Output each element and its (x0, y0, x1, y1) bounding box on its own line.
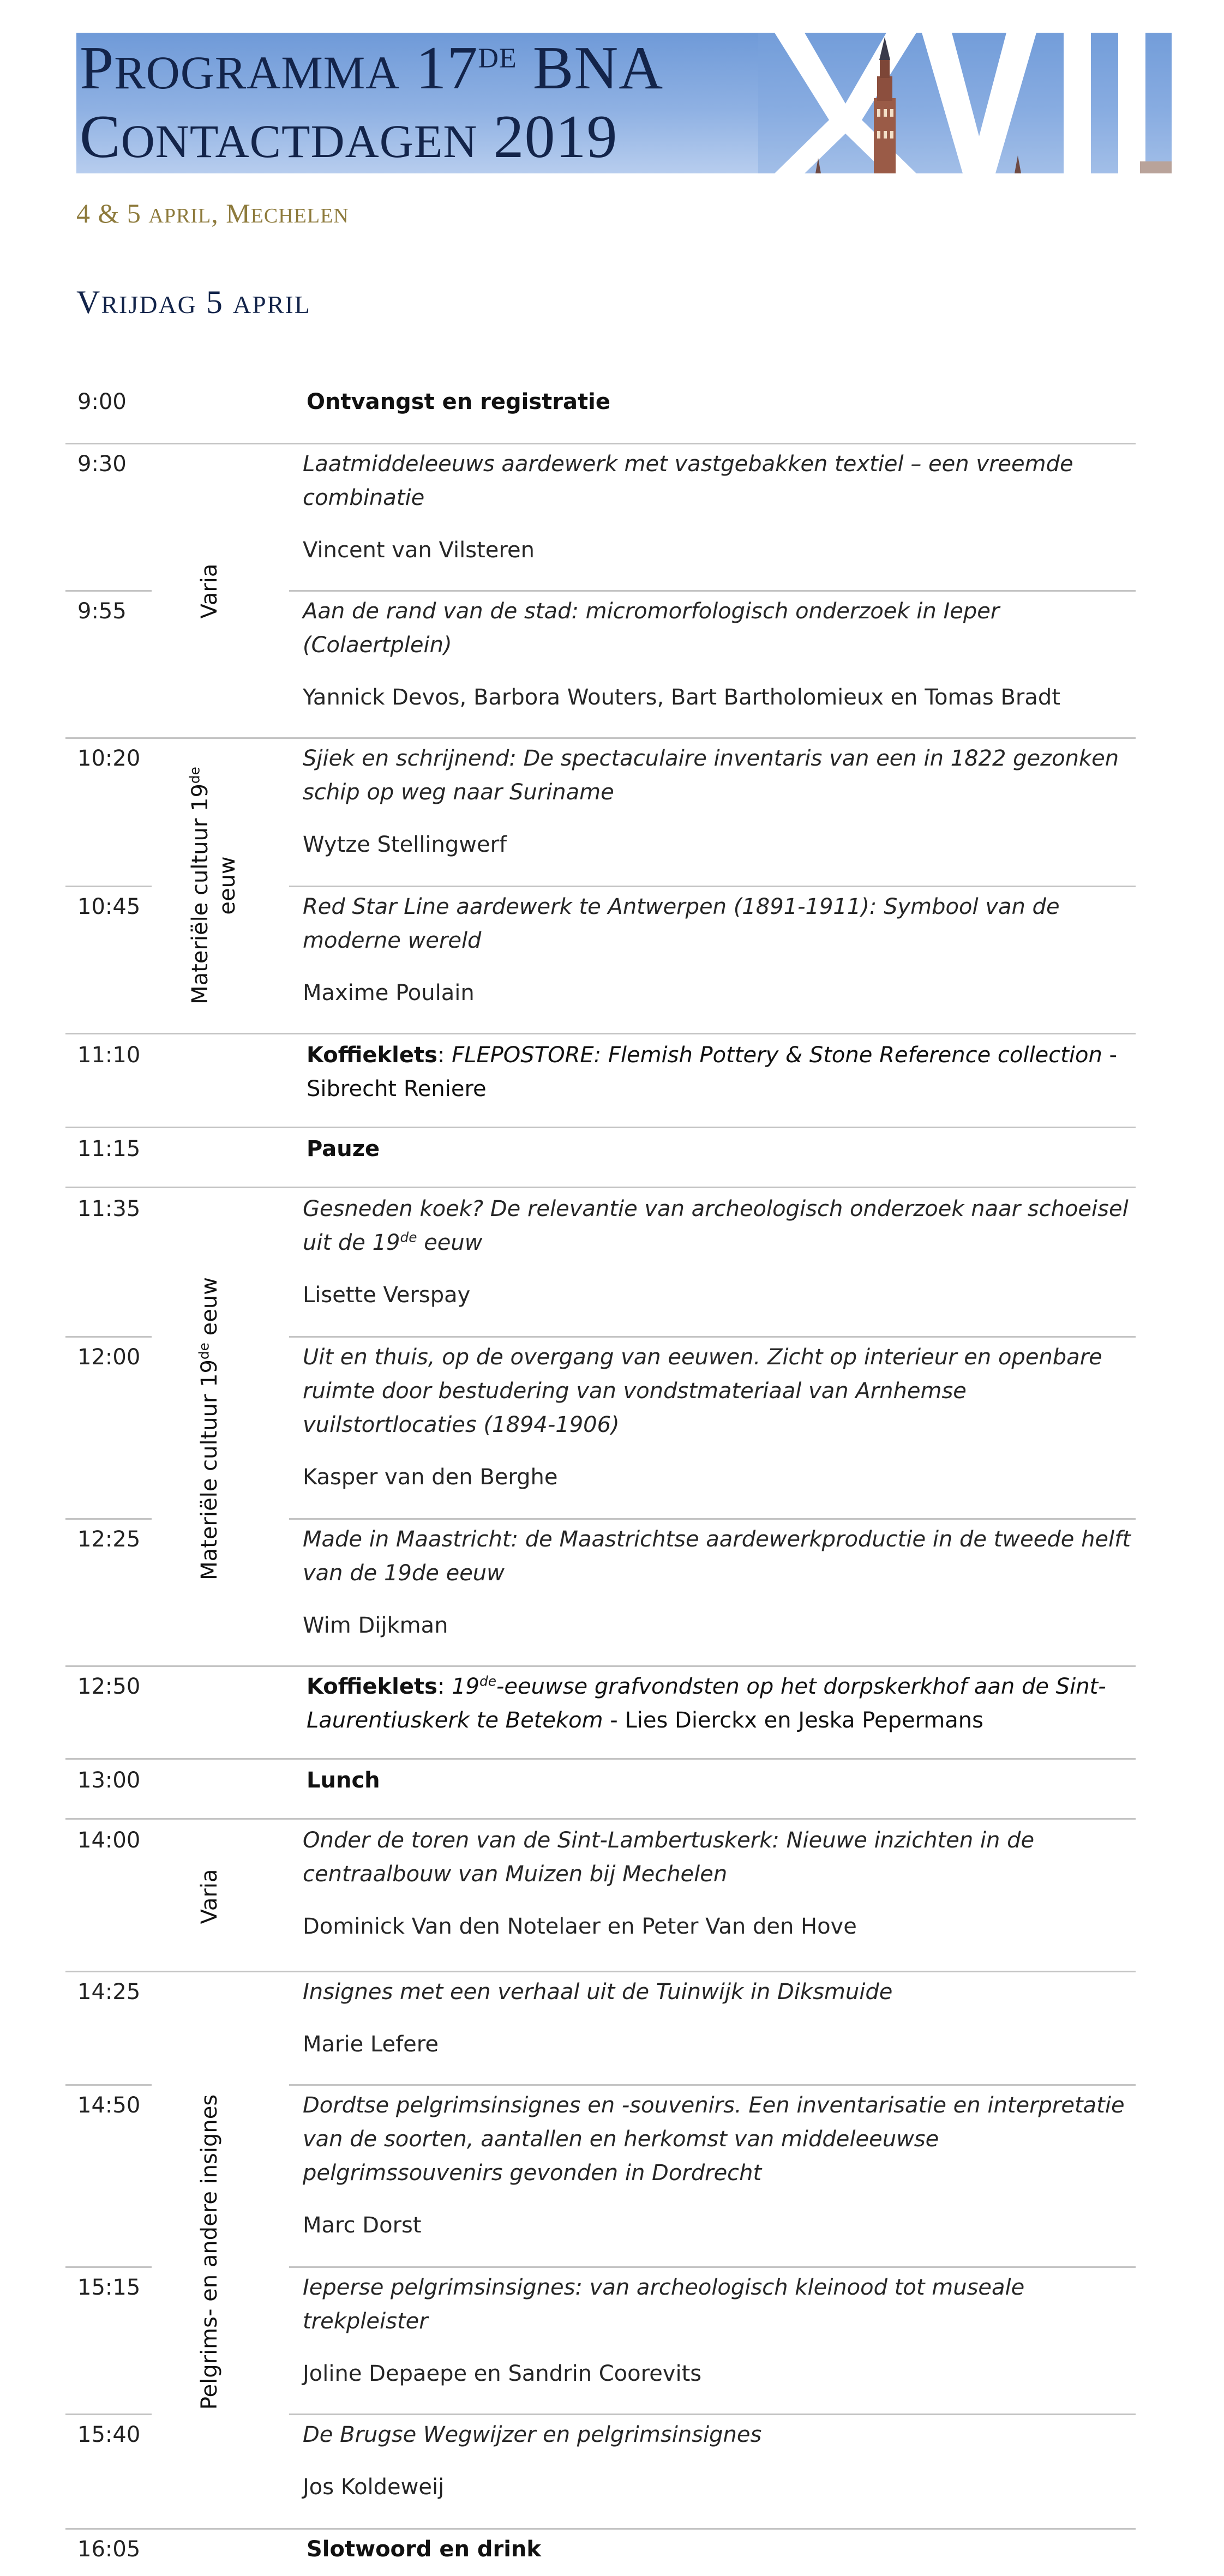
talk-title: Dordtse pelgrimsinsignes en -souvenirs. Een inventarisatie en interpretatie van de soorten, aantallen en herkomst van middeleeuwse pelgrimssouvenirs gevonden in Dordrecht (303, 2093, 1125, 2186)
row-divider (65, 443, 1136, 444)
day-initial: V (76, 284, 101, 320)
talk-speaker: - Sibrecht Reniere (307, 1043, 1117, 1102)
row-divider (289, 2266, 1136, 2268)
talk (303, 2418, 1137, 2504)
item-label: Lunch (307, 1768, 380, 1793)
row-divider (65, 1758, 1136, 1760)
talk-title (303, 1192, 1137, 1260)
session-label-text: Materiële cultuur 19 (188, 784, 213, 1004)
day-number: 5 (196, 284, 233, 320)
row-divider (65, 1127, 1136, 1128)
time-slot: 9:30 (77, 452, 127, 477)
row-divider (65, 1033, 1136, 1034)
event-month: APRIL (148, 204, 212, 227)
time-slot: 15:15 (77, 2275, 141, 2300)
time-slot: 16:05 (77, 2537, 141, 2562)
item-label: Slotwoord en drink (307, 2537, 541, 2562)
talk (303, 594, 1137, 714)
title-number: 17 (416, 34, 478, 102)
talk (303, 2271, 1137, 2391)
title-word: ROGRAMMA (114, 46, 400, 99)
schedule-item (307, 1670, 1141, 1737)
talk-title-text: Gesneden koek? De relevantie van archeologisch onderzoek naar schoeisel uit de 19 (303, 1196, 1129, 1255)
talk-title: Made in Maastricht: de Maastrichtse aardewerkproductie in de tweede helft van de 19de eeuw (303, 1527, 1131, 1586)
ordinal-suffix: de (479, 1673, 496, 1689)
time-slot: 9:55 (77, 599, 127, 624)
item-label: Pauze (307, 1136, 380, 1161)
time-slot: 11:15 (77, 1136, 141, 1161)
talk (303, 1340, 1137, 1494)
schedule-item (307, 1764, 1141, 1797)
separator: , (211, 198, 226, 228)
talk-speaker: Wim Dijkman (303, 1613, 448, 1638)
talk-title: Uit en thuis, op de overgang van eeuwen. Zicht op interieur en openbare ruimte door bestudering van vondstmateriaal van Arnhemse vuilstortlocaties (1894-1906) (303, 1345, 1102, 1437)
time-slot: 12:50 (77, 1674, 141, 1699)
talk-speaker: Jos Koldeweij (303, 2475, 445, 2500)
row-divider (65, 1187, 1136, 1188)
row-divider (289, 2414, 1136, 2415)
event-dates: 4 & 5 (76, 198, 149, 228)
title-bna: BNA (517, 34, 664, 102)
time-slot: 11:35 (77, 1196, 141, 1221)
ordinal-suffix: de (400, 1229, 417, 1245)
talk-speaker: Marc Dorst (303, 2213, 422, 2238)
session-label-material-culture (196, 1277, 223, 1580)
talk-speaker: Vincent van Vilsteren (303, 538, 535, 563)
talk-speaker: Maxime Poulain (303, 980, 475, 1006)
ordinal-suffix: de (187, 767, 203, 784)
ordinal-suffix: de (196, 1343, 212, 1360)
talk-title: De Brugse Wegwijzer en pelgrimsinsignes (303, 2422, 762, 2447)
row-divider (65, 886, 152, 887)
time-slot: 10:45 (77, 894, 141, 919)
time-slot: 14:50 (77, 2093, 141, 2118)
time-slot: 9:00 (77, 389, 127, 414)
row-divider (289, 1518, 1136, 1520)
title-year: 2019 (477, 103, 618, 171)
row-divider (65, 1818, 1136, 1820)
item-label: Ontvangst en registratie (307, 389, 610, 414)
separator: : (437, 1674, 452, 1699)
session-label-material-culture (187, 767, 241, 1004)
title-initial: C (80, 103, 121, 171)
row-divider (65, 1336, 152, 1338)
row-divider (65, 1518, 152, 1520)
row-divider (65, 2266, 152, 2268)
talk (303, 742, 1137, 862)
time-slot: 13:00 (77, 1768, 141, 1793)
time-slot: 12:00 (77, 1345, 141, 1370)
time-slot: 14:25 (77, 1979, 141, 2005)
row-divider (65, 2414, 152, 2415)
coffee-chat-label: Koffieklets (307, 1674, 437, 1699)
talk-speaker: Lisette Verspay (303, 1283, 471, 1308)
talk (303, 2089, 1137, 2242)
talk-title-text: eeuw (417, 1230, 483, 1255)
talk-speaker: Yannick Devos, Barbora Wouters, Bart Bartholomieux en Tomas Bradt (303, 685, 1060, 710)
session-label-pilgrim-badges (196, 2094, 223, 2410)
talk-title: Laatmiddeleeuws aardewerk met vastgebakken textiel – een vreemde combinatie (303, 452, 1073, 510)
time-slot: 14:00 (77, 1828, 141, 1853)
talk-speaker: Marie Lefere (303, 2032, 439, 2057)
row-divider (289, 1336, 1136, 1338)
separator: : (437, 1043, 452, 1068)
schedule-item (307, 2532, 1141, 2566)
talk-title: Onder de toren van de Sint-Lambertuskerk: Nieuwe inzichten in de centraalbouw van Muizen bij Mechelen (303, 1828, 1035, 1887)
title-word: ONTACTDAGEN (121, 115, 478, 167)
talk (303, 890, 1137, 1010)
talk-title: Ieperse pelgrimsinsignes: van archeologisch kleinood tot museale trekpleister (303, 2275, 1025, 2334)
time-slot: 11:10 (77, 1043, 141, 1068)
time-slot: 12:25 (77, 1527, 141, 1552)
talk-title: Red Star Line aardewerk te Antwerpen (1891-1911): Symbool van de moderne wereld (303, 894, 1060, 953)
title-ordinal: DE (478, 43, 517, 74)
session-label-text: Varia (197, 1869, 222, 1924)
time-slot: 10:20 (77, 746, 141, 771)
time-slot: 15:40 (77, 2422, 141, 2447)
row-divider (65, 737, 1136, 739)
session-label-varia (196, 564, 223, 619)
talk-title: FLEPOSTORE: Flemish Pottery & Stone Reference collection (452, 1043, 1102, 1068)
row-divider (289, 590, 1136, 592)
row-divider (65, 2528, 1136, 2530)
row-divider (65, 2084, 152, 2086)
talk (303, 1975, 1137, 2061)
location-name: ECHELEN (250, 204, 349, 227)
session-label-varia (196, 1869, 223, 1924)
talk-title: Aan de rand van de stad: micromorfologisch onderzoek in Ieper (Colaertplein) (303, 599, 1000, 658)
talk-speaker: Dominick Van den Notelaer en Peter Van den Hove (303, 1914, 857, 1939)
talk-title-text: 19 (452, 1674, 479, 1699)
talk-title: Insignes met een verhaal uit de Tuinwijk in Diksmuide (303, 1979, 893, 2005)
row-divider (289, 2084, 1136, 2086)
talk-speaker: - Lies Dierckx en Jeska Pepermans (603, 1708, 983, 1733)
location-initial: M (226, 198, 251, 228)
talk-title: Sjiek en schrijnend: De spectaculaire inventaris van een in 1822 gezonken schip op weg naar Suriname (303, 746, 1119, 805)
session-label-text: eeuw (197, 1277, 222, 1343)
schedule-item (307, 385, 1141, 419)
title-initial: P (80, 34, 115, 102)
talk (303, 1192, 1137, 1312)
talk-speaker: Wytze Stellingwerf (303, 832, 507, 857)
session-label-text: eeuw (215, 856, 240, 915)
day-month: APRIL (232, 291, 311, 318)
talk (303, 447, 1137, 567)
day-name: RIJDAG (101, 291, 197, 318)
session-label-text: Varia (197, 563, 222, 619)
session-label-text: Materiële cultuur 19 (197, 1359, 222, 1580)
talk-title-text: -eeuwse grafvondsten op het dorpskerkhof aan de Sint-Laurentiuskerk te Betekom (307, 1674, 1106, 1733)
row-divider (65, 590, 152, 592)
coffee-chat-label: Koffieklets (307, 1043, 437, 1068)
row-divider (65, 1971, 1136, 1972)
talk-speaker: Joline Depaepe en Sandrin Coorevits (303, 2361, 702, 2386)
schedule-item (307, 1038, 1141, 1106)
row-divider (289, 886, 1136, 887)
schedule-item (307, 1132, 1141, 1166)
talk (303, 1823, 1137, 1943)
talk (303, 1522, 1137, 1642)
row-divider (65, 1665, 1136, 1667)
talk-speaker: Kasper van den Berghe (303, 1465, 558, 1490)
session-label-text: Pelgrims- en andere insignes (197, 2094, 222, 2410)
